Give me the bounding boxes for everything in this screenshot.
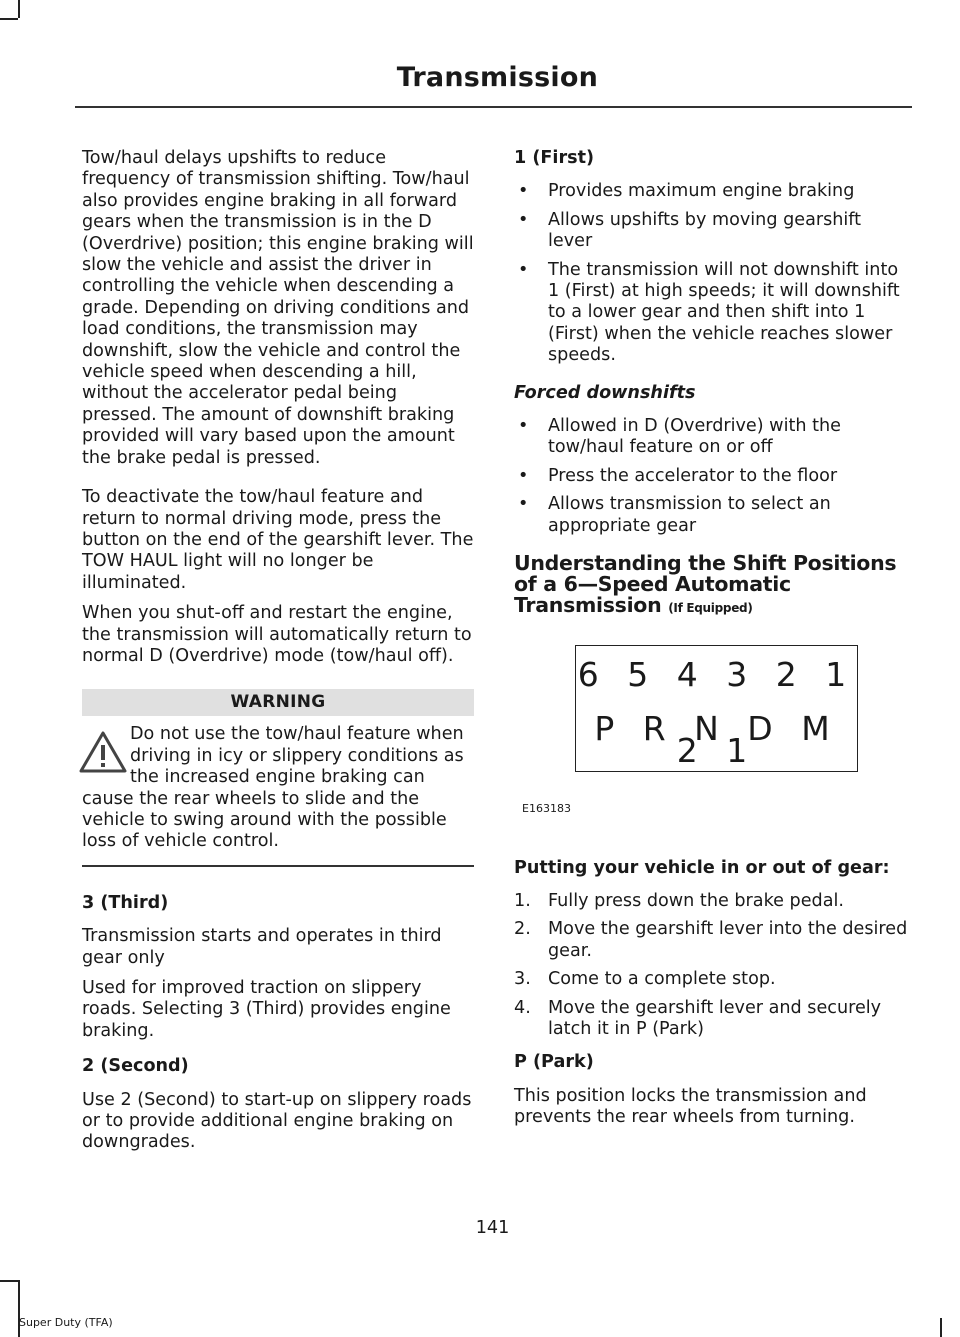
body-paragraph: When you shut-off and restart the engine, the transmission will automatically return to normal D (Overdrive) mode (tow/haul off). — [82, 603, 472, 666]
bullet-glyph: • — [518, 259, 529, 280]
left-column — [82, 148, 474, 1163]
footer-model-label: Super Duty (TFA) — [19, 1316, 113, 1329]
warning-divider — [82, 865, 474, 867]
gear-steps-list — [514, 891, 909, 1040]
bullet-glyph: • — [518, 209, 529, 230]
list-item: • Allows upshifts by moving gearshift lever — [518, 209, 862, 252]
warning-heading: WARNING — [82, 689, 474, 716]
section-heading-shift-positions: Understanding the Shift Positions of a 6—Speed Automatic Transmission (If Equipped) — [514, 551, 897, 618]
body-paragraph: This position locks the transmission and prevents the rear wheels from turning. — [514, 1085, 867, 1128]
list-item: • Allowed in D (Overdrive) with the tow/haul feature on or off — [518, 416, 841, 458]
body-paragraph: Transmission starts and operates in third gear only — [82, 926, 442, 968]
crop-mark — [18, 0, 20, 18]
warning-box — [82, 724, 474, 852]
list-item: • The transmission will not downshift into 1 (First) at high speeds; it will downshift to a lower gear and then shift into 1 (First) when the vehicle reaches slower speeds. — [518, 259, 900, 366]
crop-mark — [0, 18, 18, 20]
list-item: 3. Come to a complete stop. — [514, 969, 776, 990]
if-equipped-note: (If Equipped) — [668, 601, 753, 616]
body-paragraph: Use 2 (Second) to start-up on slippery roads or to provide additional engine braking on downgrades. — [82, 1089, 472, 1153]
list-item: • Provides maximum engine braking — [518, 181, 855, 202]
page-number: 141 — [475, 1218, 510, 1238]
list-item: 1. Fully press down the brake pedal. — [514, 890, 844, 911]
warning-triangle-icon — [78, 730, 128, 774]
body-paragraph: Tow/haul delays upshifts to reduce frequency of transmission shifting. Tow/haul also provides engine braking in all forward gears when the transmission is in the D (Overdrive) position; this engine braking will slow the vehicle and assist the driver in controlling the vehicle when descending a grade. Depending on driving conditions and load conditions, the transmission may downshift, slow the vehicle and control the vehicle speed when descending a hill, without the accelerator pedal being pressed. The amount of downshift braking provided will vary based upon the amount the brake pedal is pressed. — [82, 148, 474, 468]
figure-id: E163183 — [522, 802, 571, 816]
body-paragraph: To deactivate the tow/haul feature and return to normal driving mode, press the button on the end of the gearshift lever. The TOW HAUL light will no longer be illuminated. — [82, 487, 474, 593]
warning-text: Do not use the tow/haul feature when driving in icy or slippery conditions as the increased engine braking can cause the rear wheels to slide and the vehicle to swing around with the possible loss of vehicle control. — [82, 724, 464, 852]
gear-positions-row: P R N D M 2 1 — [594, 709, 839, 770]
bullet-glyph: • — [518, 181, 529, 202]
list-item: • Press the accelerator to the floor — [518, 465, 838, 486]
bullet-glyph: • — [518, 494, 529, 515]
gear-indicator-diagram — [575, 645, 858, 772]
section-heading-gear: Putting your vehicle in or out of gear: — [514, 857, 890, 878]
bullet-glyph: • — [518, 416, 529, 437]
section-heading-forced-downshifts: Forced downshifts — [514, 382, 696, 403]
header-divider — [75, 106, 912, 108]
body-paragraph: Used for improved traction on slippery roads. Selecting 3 (Third) provides engine braking. — [82, 978, 451, 1041]
first-bullet-list — [514, 181, 909, 366]
section-heading-second: 2 (Second) — [82, 1056, 189, 1077]
gear-numbers-row: 6 5 4 3 2 1 — [577, 655, 856, 695]
bullet-glyph: • — [518, 465, 529, 486]
forced-bullet-list — [514, 416, 909, 537]
section-heading-third: 3 (Third) — [82, 892, 169, 913]
list-item: 2. Move the gearshift lever into the desired gear. — [514, 919, 908, 961]
right-column — [514, 148, 909, 1138]
section-heading-park: P (Park) — [514, 1052, 594, 1073]
section-heading-first: 1 (First) — [514, 148, 595, 168]
page-title: Transmission — [396, 62, 598, 93]
crop-mark — [0, 1280, 18, 1282]
list-item: 4. Move the gearshift lever and securely latch it in P (Park) — [514, 997, 882, 1039]
crop-mark — [940, 1318, 942, 1337]
list-item: • Allows transmission to select an appropriate gear — [518, 494, 831, 536]
